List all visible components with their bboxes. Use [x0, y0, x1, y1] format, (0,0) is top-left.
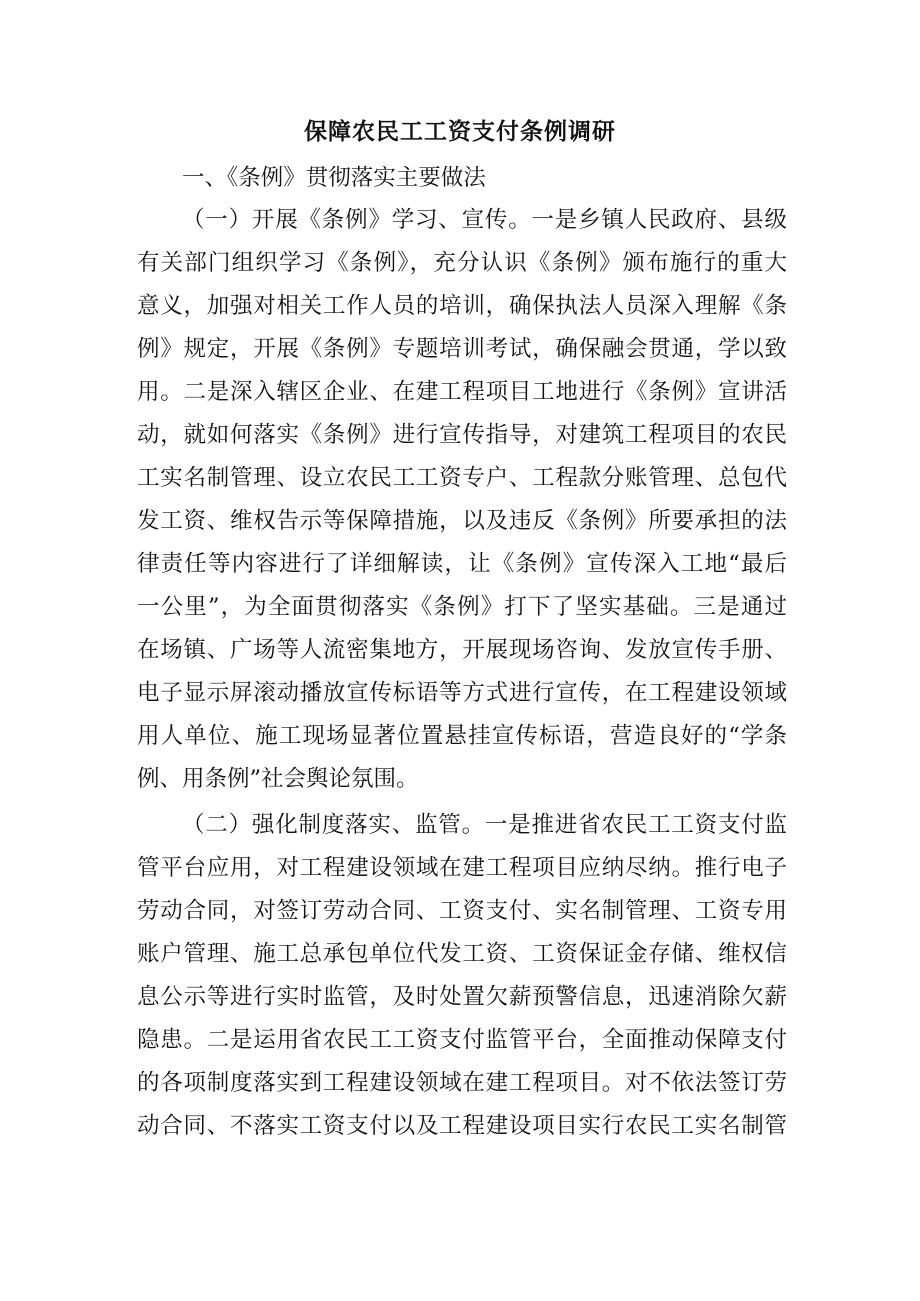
paragraph-line: 的各项制度落实到工程建设领域在建工程项目。对不依法签订劳 [137, 1070, 787, 1096]
paragraph-line: 发工资、维权告示等保障措施，以及违反《条例》所要承担的法 [137, 508, 787, 534]
paragraph-line: 息公示等进行实时监管，及时处置欠薪预警信息，迅速消除欠薪 [137, 984, 787, 1010]
document-title: 保障农民工工资支付条例调研 [304, 118, 616, 145]
paragraph-line: 在场镇、广场等人流密集地方，开展现场咨询、发放宣传手册、 [137, 637, 787, 663]
paragraph-line: 劳动合同，对签订劳动合同、工资支付、实名制管理、工资专用 [137, 898, 787, 924]
paragraph-line: 意义，加强对相关工作人员的培训，确保执法人员深入理解《条 [137, 293, 787, 319]
paragraph-line: 管平台应用，对工程建设领域在建工程项目应纳尽纳。推行电子 [137, 855, 787, 881]
paragraph-line: 有关部门组织学习《条例》，充分认识《条例》颁布施行的重大 [137, 250, 787, 276]
paragraph-line: 用人单位、施工现场显著位置悬挂宣传标语，营造良好的“学条 [137, 723, 787, 749]
paragraph-line: 律责任等内容进行了详细解读，让《条例》宣传深入工地“最后 [137, 551, 787, 577]
paragraph-line: （一）开展《条例》学习、宣传。一是乡镇人民政府、县级 [182, 207, 787, 233]
paragraph-line: 例》规定，开展《条例》专题培训考试，确保融会贯通，学以致 [137, 336, 787, 362]
paragraph-line: 动合同、不落实工资支付以及工程建设项目实行农民工实名制管 [137, 1113, 787, 1139]
paragraph-line: 电子显示屏滚动播放宣传标语等方式进行宣传，在工程建设领域 [137, 680, 787, 706]
paragraph-line: 例、用条例”社会舆论氛围。 [137, 766, 419, 792]
paragraph-line: 动，就如何落实《条例》进行宣传指导，对建筑工程项目的农民 [137, 422, 787, 448]
paragraph-line: （二）强化制度落实、监管。一是推进省农民工工资支付监 [182, 812, 787, 838]
paragraph-line: 账户管理、施工总承包单位代发工资、工资保证金存储、维权信 [137, 941, 787, 967]
paragraph-line: 工实名制管理、设立农民工工资专户、工程款分账管理、总包代 [137, 465, 787, 491]
paragraph-line: 一公里”，为全面贯彻落实《条例》打下了坚实基础。三是通过 [137, 594, 787, 620]
paragraph-line: 用。二是深入辖区企业、在建工程项目工地进行《条例》宣讲活 [137, 379, 787, 405]
paragraph-line: 隐患。二是运用省农民工工资支付监管平台，全面推动保障支付 [137, 1027, 787, 1053]
section-heading: 一、《条例》贯彻落实主要做法 [182, 165, 486, 191]
